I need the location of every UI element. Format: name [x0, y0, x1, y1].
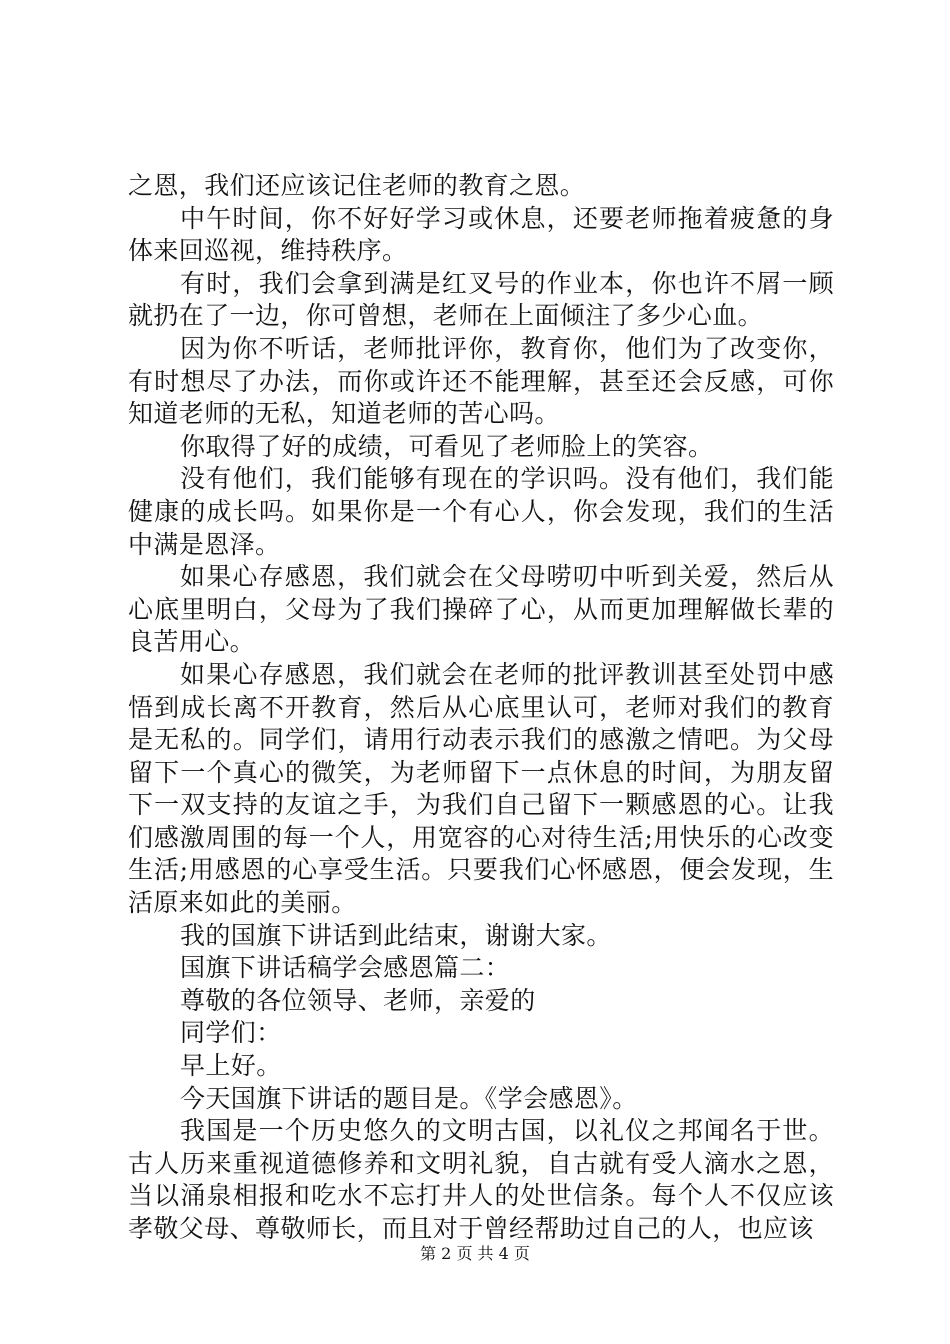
paragraph-5: 没有他们，我们能够有现在的学识吗。没有他们，我们能健康的成长吗。如果你是一个有心人，你会发现，我们的生活中满是恩泽。 [128, 464, 834, 559]
paragraph-7: 如果心存感恩，我们就会在老师的批评教训甚至处罚中感悟到成长离不开教育，然后从心底里认可，老师对我们的教育是无私的。同学们，请用行动表示我们的感激之情吧。为父母留下一个真心的微笑，为老师留下一点休息的时间，为朋友留下一双支持的友谊之手，为我们自己留下一颗感恩的心。让我们感激周围的每一个人，用宽容的心对待生活;用快乐的心改变生活;用感恩的心享受生活。只要我们心怀感恩，便会发现，生活原来如此的美丽。 [128, 659, 834, 918]
paragraph-0: 之恩，我们还应该记住老师的教育之恩。 [128, 171, 586, 200]
salutation-line-2: 同学们： [180, 1018, 282, 1048]
paragraph-1: 中午时间，你不好好学习或休息，还要老师拖着疲惫的身体来回巡视，维持秩序。 [128, 203, 834, 266]
paragraph-14: 我国是一个历史悠久的文明古国，以礼仪之邦闻名于世。古人历来重视道德修养和文明礼貌，自古就有受人滴水之恩，当以涌泉相报和吃水不忘打井人的处世信条。每个人不仅应该孝敬父母、尊敬师长，而且对于曾经帮助过自己的人，也应该 [128, 1116, 834, 1243]
paragraph-8: 我的国旗下讲话到此结束，谢谢大家。 [180, 920, 612, 950]
document-body [128, 170, 834, 1246]
topic-line: 今天国旗下讲话的题目是。《学会感恩》。 [180, 1083, 638, 1113]
section-heading: 国旗下讲话稿学会感恩篇二： [180, 953, 511, 983]
paragraph-6: 如果心存感恩，我们就会在父母唠叨中听到关爱，然后从心底里明白，父母为了我们操碎了心，从而更加理解做长辈的良苦用心。 [128, 562, 834, 657]
page-number: 第 2 页 共 4 页 [420, 1244, 530, 1263]
salutation-line-1: 尊敬的各位领导、老师，亲爱的 [180, 985, 536, 1015]
greeting: 早上好。 [180, 1051, 282, 1081]
paragraph-3: 因为你不听话，老师批评你，教育你，他们为了改变你，有时想尽了办法，而你或许还不能理解，甚至还会反感，可你知道老师的无私，知道老师的苦心吗。 [128, 333, 834, 429]
paragraph-2: 有时，我们会拿到满是红叉号的作业本，你也许不屑一顾就扔在了一边，你可曾想，老师在上面倾注了多少心血。 [128, 268, 834, 331]
paragraph-4: 你取得了好的成绩，可看见了老师脸上的笑容。 [180, 431, 714, 461]
